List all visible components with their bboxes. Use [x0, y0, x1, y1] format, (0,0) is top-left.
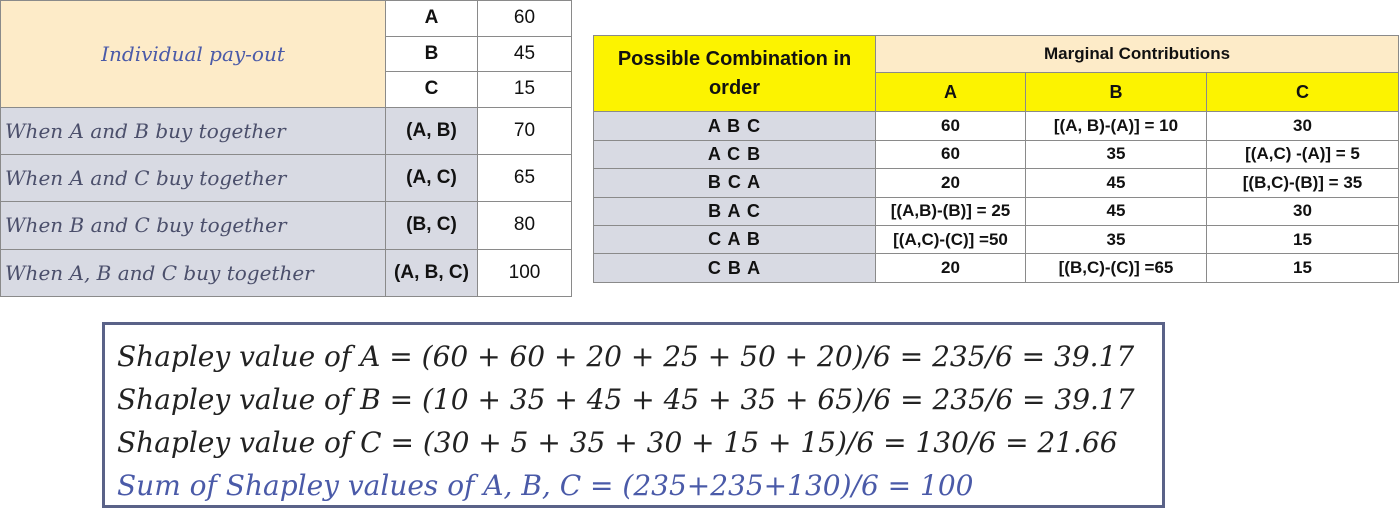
table-row — [594, 140, 1399, 168]
contribution-a: [(A,B)-(B)] = 25 — [876, 197, 1026, 225]
individual-key-c: C — [386, 72, 478, 108]
individual-key-b: B — [386, 36, 478, 72]
contribution-a: 60 — [876, 112, 1026, 140]
order-cell: A C B — [594, 140, 876, 168]
marginal-contributions-header: Marginal Contributions — [876, 36, 1399, 73]
contribution-a: 20 — [876, 254, 1026, 283]
scenario-value-ac: 65 — [478, 154, 572, 201]
table-row — [594, 112, 1399, 140]
contribution-c: [(B,C)-(B)] = 35 — [1207, 169, 1399, 197]
shapley-formula-b: Shapley value of B = (10 + 35 + 45 + 45 + 35 + 65)/6 = 235/6 = 39.17 — [117, 383, 1135, 416]
table-row — [1, 154, 572, 201]
table-row — [1, 1, 572, 37]
contribution-c: 15 — [1207, 254, 1399, 283]
shapley-formula-c: Shapley value of C = (30 + 5 + 35 + 30 + 15 + 15)/6 = 130/6 = 21.66 — [117, 426, 1118, 459]
individual-key-a: A — [386, 1, 478, 37]
contribution-b: [(B,C)-(C)] =65 — [1026, 254, 1207, 283]
contribution-b: [(A, B)-(A)] = 10 — [1026, 112, 1207, 140]
table-row — [594, 169, 1399, 197]
scenario-key-ac: (A, C) — [386, 154, 478, 201]
contribution-a: [(A,C)-(C)] =50 — [876, 226, 1026, 254]
scenario-label-abc: When A, B and C buy together — [1, 249, 386, 296]
marginal-contributions-table — [593, 35, 1399, 283]
scenario-value-abc: 100 — [478, 249, 572, 296]
scenario-key-abc: (A, B, C) — [386, 249, 478, 296]
contribution-c: 30 — [1207, 112, 1399, 140]
table-row — [1, 202, 572, 249]
shapley-formula-a: Shapley value of A = (60 + 60 + 20 + 25 + 50 + 20)/6 = 235/6 = 39.17 — [117, 340, 1135, 373]
contribution-b: 35 — [1026, 226, 1207, 254]
individual-payout-label: Individual pay-out — [1, 1, 386, 108]
scenario-label-bc: When B and C buy together — [1, 202, 386, 249]
contribution-c: 15 — [1207, 226, 1399, 254]
individual-value-a: 60 — [478, 1, 572, 37]
player-header-c: C — [1207, 73, 1399, 112]
scenario-key-bc: (B, C) — [386, 202, 478, 249]
order-cell: B A C — [594, 197, 876, 225]
table-row — [594, 197, 1399, 225]
shapley-sum-formula: Sum of Shapley values of A, B, C = (235+235+130)/6 = 100 — [117, 469, 974, 502]
order-cell: C A B — [594, 226, 876, 254]
individual-value-c: 15 — [478, 72, 572, 108]
payout-table — [0, 0, 572, 297]
scenario-value-bc: 80 — [478, 202, 572, 249]
scenario-label-ac: When A and C buy together — [1, 154, 386, 201]
scenario-key-ab: (A, B) — [386, 107, 478, 154]
scenario-label-ab: When A and B buy together — [1, 107, 386, 154]
scenario-value-ab: 70 — [478, 107, 572, 154]
player-header-a: A — [876, 73, 1026, 112]
table-header-row — [594, 36, 1399, 73]
order-cell: C B A — [594, 254, 876, 283]
order-column-header: Possible Combination in order — [594, 36, 876, 112]
contribution-b: 35 — [1026, 140, 1207, 168]
order-cell: B C A — [594, 169, 876, 197]
contribution-a: 20 — [876, 169, 1026, 197]
contribution-b: 45 — [1026, 197, 1207, 225]
contribution-b: 45 — [1026, 169, 1207, 197]
table-row — [594, 254, 1399, 283]
order-cell: A B C — [594, 112, 876, 140]
contribution-c: 30 — [1207, 197, 1399, 225]
contribution-a: 60 — [876, 140, 1026, 168]
table-row — [1, 249, 572, 296]
table-row — [1, 107, 572, 154]
player-header-b: B — [1026, 73, 1207, 112]
contribution-c: [(A,C) -(A)] = 5 — [1207, 140, 1399, 168]
individual-value-b: 45 — [478, 36, 572, 72]
table-row — [594, 226, 1399, 254]
shapley-formula-box — [102, 322, 1165, 508]
